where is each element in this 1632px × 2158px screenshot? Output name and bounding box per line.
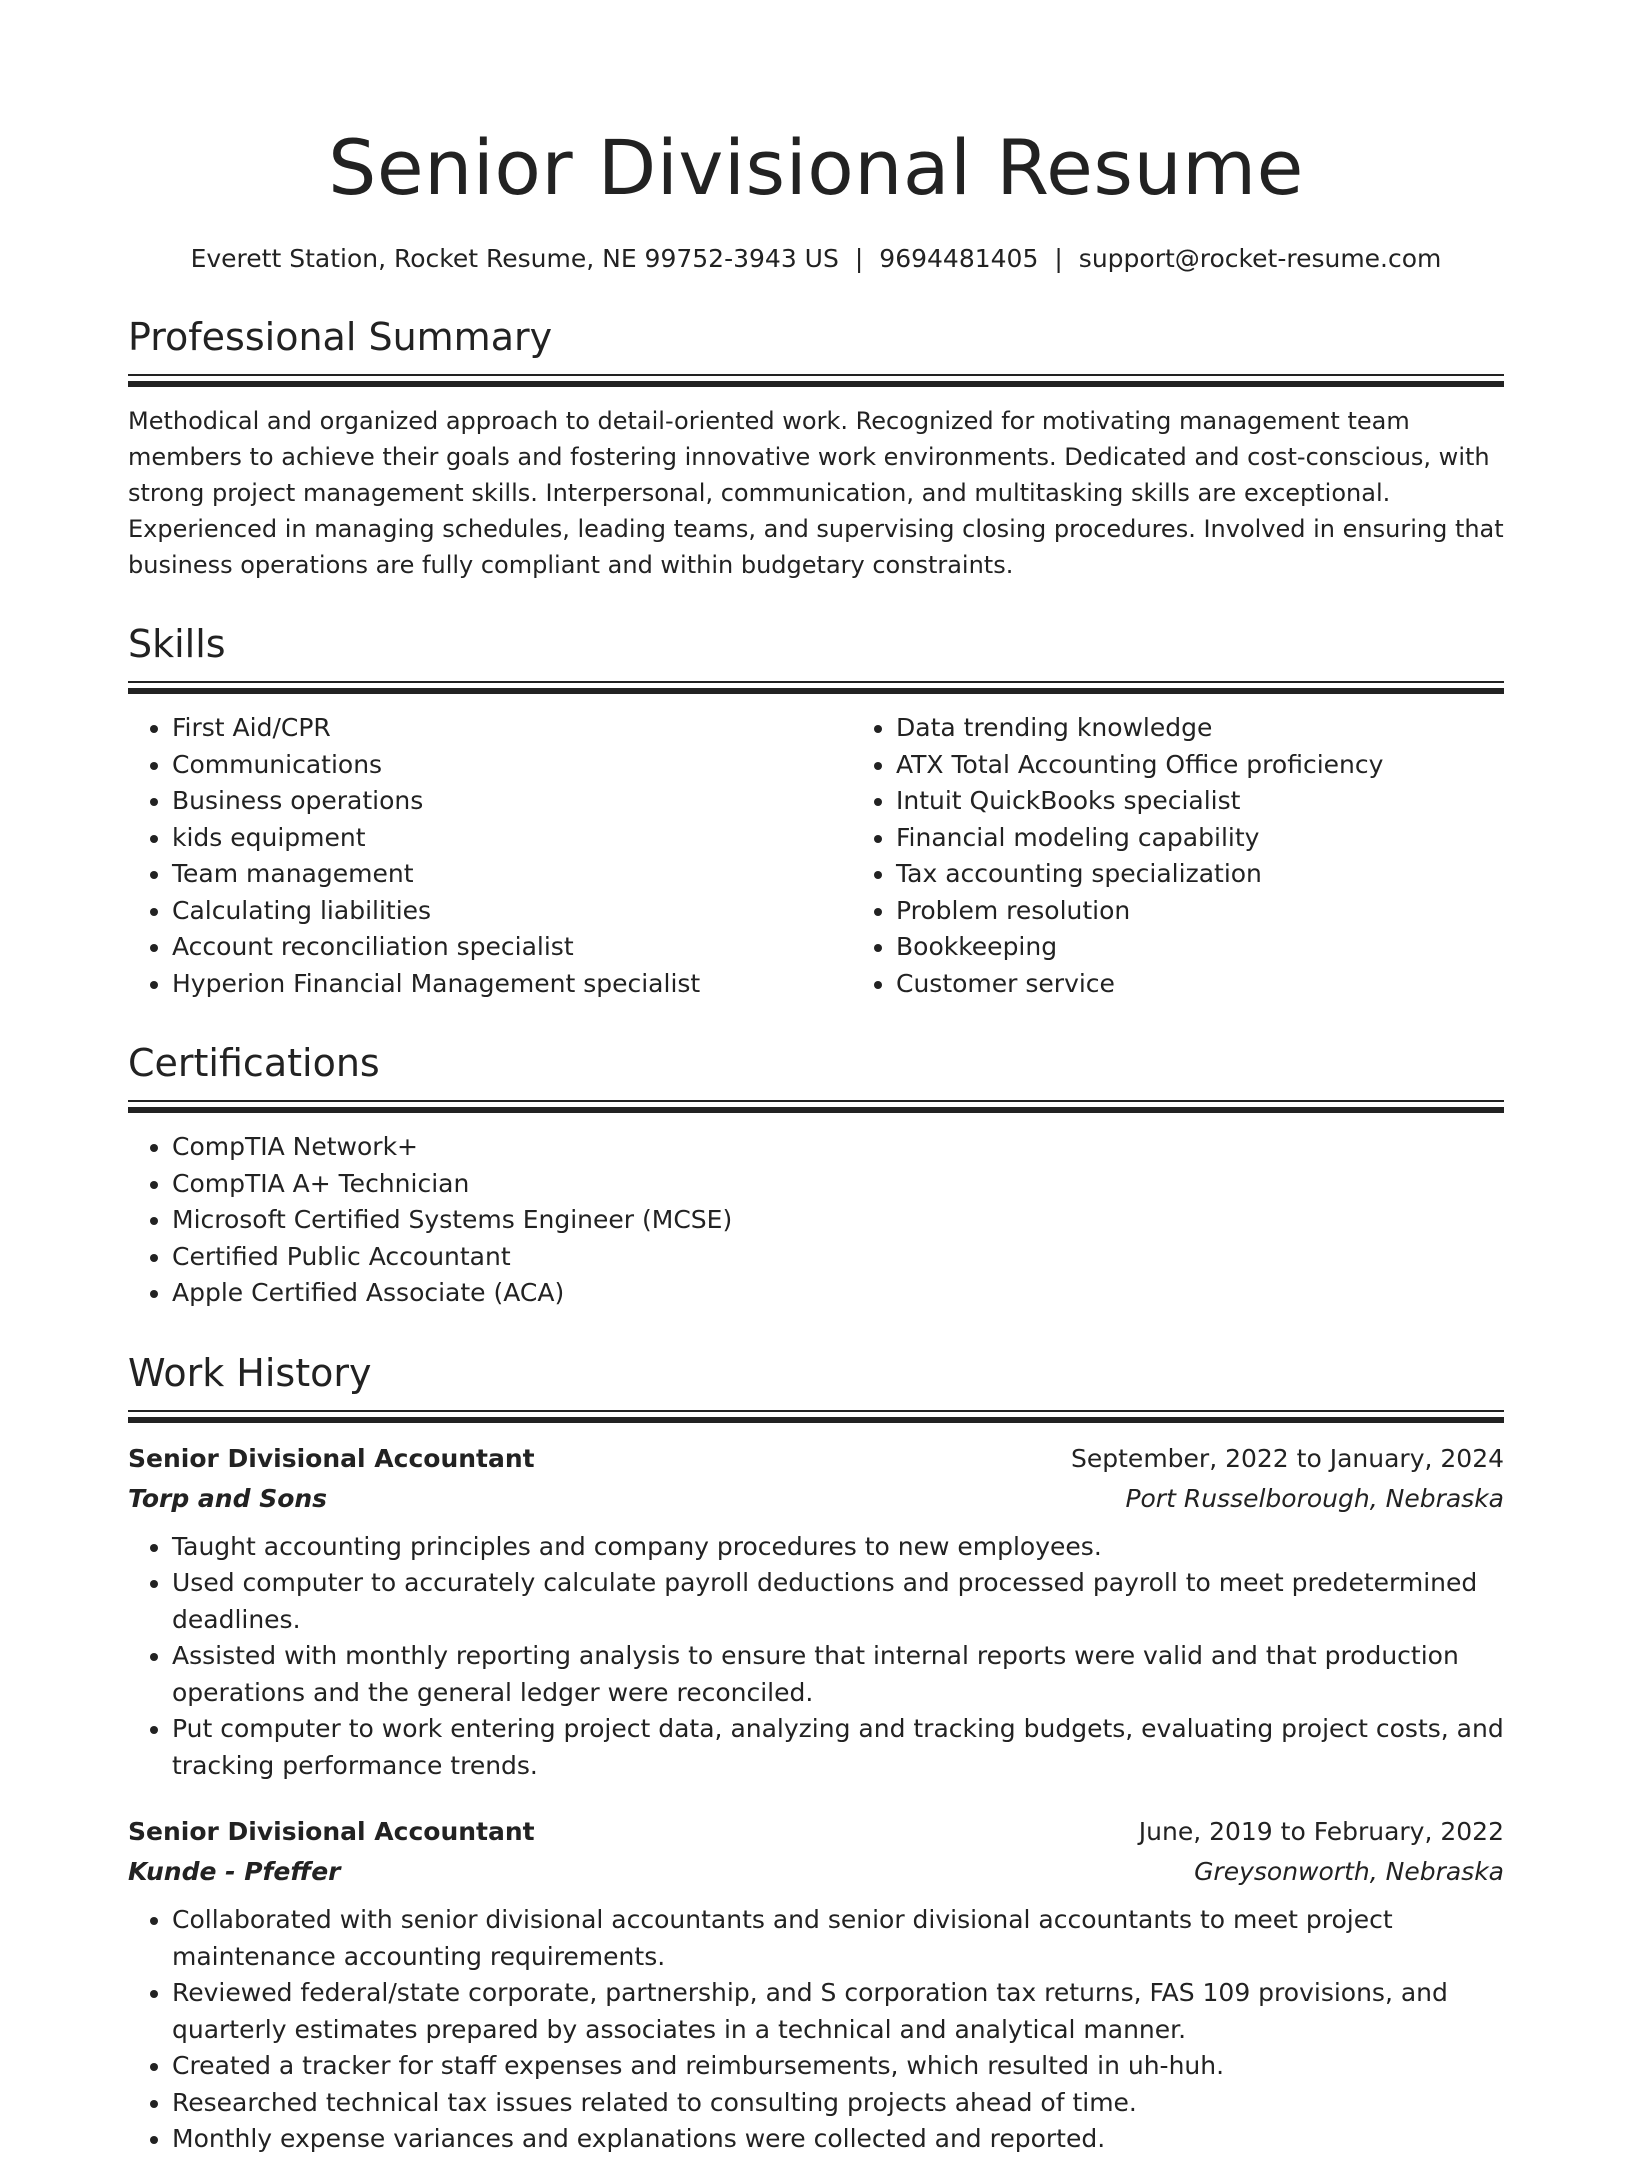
resume-header [128,0,1504,276]
job-title-row [128,1812,1504,1852]
certification-item: • Apple Certified Associate (ACA) [172,1275,1504,1312]
job-bullet: • Created a tracker for staff expenses and reimbursements, which resulted in uh-huh. [172,2048,1504,2085]
skill-item: • Account reconciliation specialist [172,929,852,966]
contact-phone: 9694481405 [879,244,1039,273]
job-dates: June, 2019 to February, 2022 [1138,1817,1504,1846]
section-divider [128,1100,1504,1113]
job-company: Torp and Sons [128,1483,328,1513]
job-title: Senior Divisional Accountant [128,1817,535,1846]
job-bullet: • Reviewed federal/state corporate, partnership, and S corporation tax returns, FAS 109 provisions, and quarterly estimates prepared by associates in a technical and analytical manner. [172,1975,1504,2048]
job-bullet: • Researched technical tax issues related to consulting projects ahead of time. [172,2085,1504,2122]
skill-item: • Customer service [896,966,1504,1003]
skills-section [128,621,1504,1002]
contact-email: support@rocket-resume.com [1078,244,1442,273]
skills-columns [128,694,1504,1002]
skills-list-right [852,710,1504,1002]
skill-item: • Intuit QuickBooks specialist [896,783,1504,820]
job-entry [128,1812,1504,2158]
job-title: Senior Divisional Accountant [128,1443,535,1473]
certification-item: • Microsoft Certified Systems Engineer (MCSE) [172,1202,1504,1239]
skill-item: • Hyperion Financial Management specialist [172,966,852,1003]
work-history-section [128,1350,1504,2158]
skill-item: • kids equipment [172,820,852,857]
job-title-row [128,1439,1504,1479]
certifications-section [128,1040,1504,1312]
skill-item: • Data trending knowledge [896,710,1504,747]
job-bullet: • Monthly expense variances and explanations were collected and reported. [172,2121,1504,2158]
skill-item: • Calculating liabilities [172,893,852,930]
skill-item: • Financial modeling capability [896,820,1504,857]
section-divider [128,1410,1504,1423]
section-heading: Work History [128,1350,372,1395]
job-bullet: • Assisted with monthly reporting analysis to ensure that internal reports were valid and that production operations and the general ledger were reconciled. [172,1638,1504,1711]
job-bullets [128,1902,1504,2158]
skill-item: • Problem resolution [896,893,1504,930]
job-bullet: • Put computer to work entering project data, analyzing and tracking budgets, evaluating project costs, and tracking performance trends. [172,1711,1504,1784]
skill-item: • Team management [172,856,852,893]
job-location: Greysonworth, Nebraska [1194,1857,1504,1886]
resume-title: Senior Divisional Resume [328,123,1304,212]
skill-item: • Tax accounting specialization [896,856,1504,893]
job-bullet: • Taught accounting principles and company procedures to new employees. [172,1529,1504,1566]
section-divider [128,374,1504,387]
summary-section [128,314,1504,583]
skill-item: • Communications [172,747,852,784]
job-location: Port Russelborough, Nebraska [1125,1483,1504,1513]
certification-item: • Certified Public Accountant [172,1239,1504,1276]
section-divider [128,681,1504,694]
skill-item: • First Aid/CPR [172,710,852,747]
job-company: Kunde - Pfeffer [128,1857,341,1886]
contact-line [128,242,1504,276]
job-company-row [128,1852,1504,1892]
skill-item: • Bookkeeping [896,929,1504,966]
job-bullets [128,1529,1504,1785]
certifications-list [128,1129,1504,1312]
summary-text: Methodical and organized approach to detail-oriented work. Recognized for motivating management team members to achieve their goals and fostering innovative work environments. Dedicated and cost-conscious, with strong project management skills. Interpersonal, communication, and multitasking skills are exceptional. Experienced in managing schedules, leading teams, and supervising closing procedures. Involved in ensuring that business operations are fully compliant and within budgetary constraints. [128,407,1504,579]
section-heading: Skills [128,622,226,666]
skill-item: • Business operations [172,783,852,820]
certification-item: • CompTIA A+ Technician [172,1166,1504,1203]
contact-separator: | [1054,244,1063,273]
contact-separator: | [854,244,864,273]
job-dates: September, 2022 to January, 2024 [1071,1443,1504,1473]
certification-item: • CompTIA Network+ [172,1129,1504,1166]
skill-item: • ATX Total Accounting Office proficiency [896,747,1504,784]
skills-list-left [128,710,852,1002]
job-bullet: • Used computer to accurately calculate payroll deductions and processed payroll to meet predetermined deadlines. [172,1565,1504,1638]
job-bullet: • Collaborated with senior divisional accountants and senior divisional accountants to meet project maintenance accounting requirements. [172,1902,1504,1975]
job-entry [128,1439,1504,1785]
section-heading: Certifications [128,1041,380,1085]
contact-address: Everett Station, Rocket Resume, NE 99752-3943 US [190,244,839,273]
job-company-row [128,1479,1504,1519]
section-heading: Professional Summary [128,315,553,359]
